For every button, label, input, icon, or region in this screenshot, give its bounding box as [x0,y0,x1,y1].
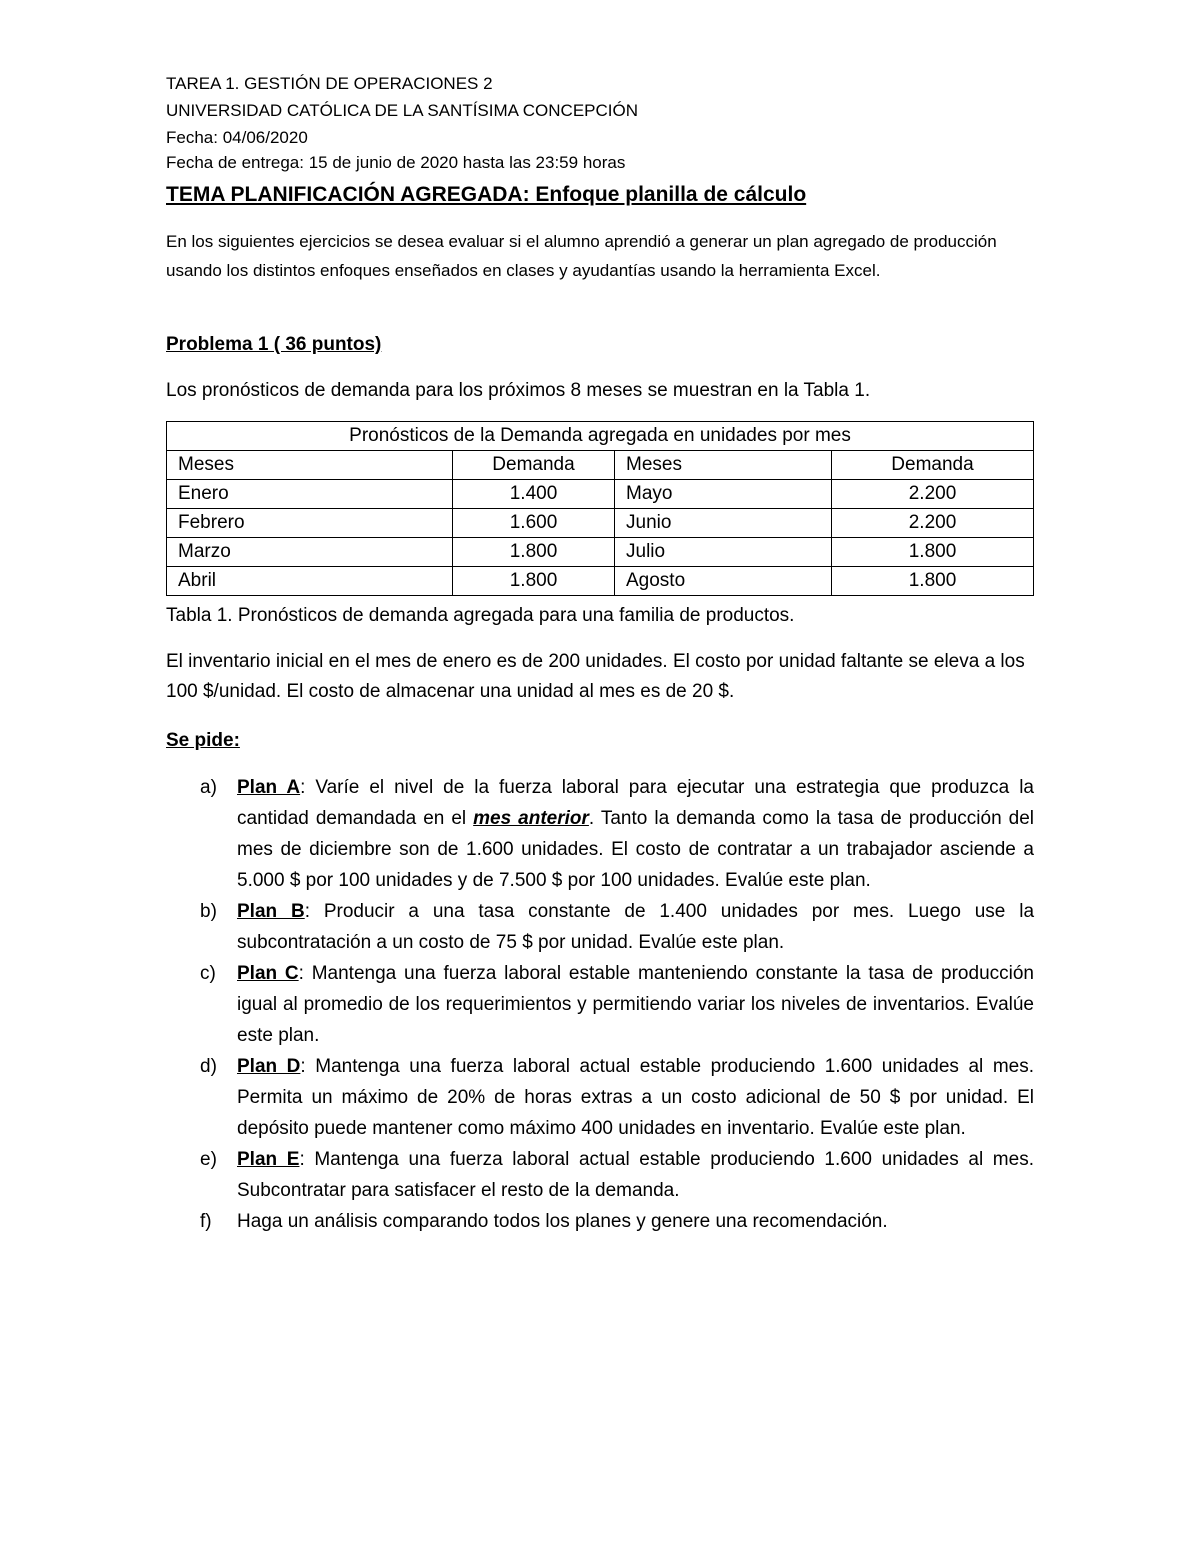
list-item-f [166,1206,1034,1237]
plan-b-label: Plan B [237,901,305,922]
plan-c-text: : Mantenga una fuerza laboral estable manteniendo constante la tasa de producción igual al promedio de los requerimientos y permitiendo variar los niveles de inventarios. Evalúe este plan. [237,963,1034,1046]
header-course: TAREA 1. GESTIÓN DE OPERACIONES 2 [166,74,493,93]
month-cell: Enero [167,480,453,509]
list-item-c [166,958,1034,1051]
month-cell: Agosto [615,567,832,596]
plan-a-emphasis: mes anterior [473,808,589,829]
plan-a-text-cont: . Tanto la demanda como la tasa de producción del mes de diciembre son de 1.600 unidades. El costo de contratar a un trabajador asciende a 5.000 $ por 100 unidades y de 7.500 $ por 100 unidades. Evalúe este plan. [237,808,1035,891]
list-item-e [166,1144,1034,1206]
table-row [167,538,1034,567]
problem-intro: Los pronósticos de demanda para los próximos 8 meses se muestran en la Tabla 1. [166,380,871,401]
plan-a-text: : Varíe el nivel de la fuerza laboral para ejecutar una estrategia que produzca la cantidad demandada en el [237,777,1034,829]
col-header-demand: Demanda [832,451,1034,480]
item-label: c) [200,963,216,984]
month-cell: Julio [615,538,832,567]
month-cell: Abril [167,567,453,596]
item-label: f) [200,1211,212,1232]
plan-d-label: Plan D [237,1056,301,1077]
table-row [167,567,1034,596]
demand-cell: 1.600 [453,509,615,538]
month-cell: Mayo [615,480,832,509]
col-header-months: Meses [167,451,453,480]
plan-a-label: Plan A [237,777,301,798]
se-pide-heading: Se pide: [166,730,240,751]
table-row [167,480,1034,509]
list-item-b [166,896,1034,958]
item-label: b) [200,901,217,922]
inventory-paragraph: El inventario inicial en el mes de enero es de 200 unidades. El costo por unidad faltante se eleva a los 100 $/unidad. El costo de almacenar una unidad al mes es de 20 $. [166,651,1025,702]
header-due-date: Fecha de entrega: 15 de junio de 2020 hasta las 23:59 horas [166,153,626,172]
demand-table [166,421,1034,596]
col-header-demand: Demanda [453,451,615,480]
table-caption: Tabla 1. Pronósticos de demanda agregada para una familia de productos. [166,605,795,626]
demand-cell: 2.200 [832,480,1034,509]
month-cell: Marzo [167,538,453,567]
col-header-months: Meses [615,451,832,480]
problem-title: Problema 1 ( 36 puntos) [166,334,382,355]
item-label: d) [200,1056,217,1077]
table-title-cell: Pronósticos de la Demanda agregada en unidades por mes [167,422,1034,451]
header-date: Fecha: 04/06/2020 [166,128,308,147]
plan-e-label: Plan E [237,1149,300,1170]
plan-c-label: Plan C [237,963,299,984]
item-label: e) [200,1149,217,1170]
plan-f-text: Haga un análisis comparando todos los planes y genere una recomendación. [237,1211,888,1232]
demand-cell: 1.800 [453,538,615,567]
table-title-row [167,422,1034,451]
demand-cell: 1.800 [832,567,1034,596]
plan-b-text: : Producir a una tasa constante de 1.400 unidades por mes. Luego use la subcontratación a un costo de 75 $ por unidad. Evalúe este plan. [237,901,1035,953]
demand-cell: 2.200 [832,509,1034,538]
plan-list [166,772,1034,1237]
plan-e-text: : Mantenga una fuerza laboral actual estable produciendo 1.600 unidades al mes. Subcontratar para satisfacer el resto de la demanda. [237,1149,1034,1201]
table-header-row [167,451,1034,480]
header-university: UNIVERSIDAD CATÓLICA DE LA SANTÍSIMA CONCEPCIÓN [166,101,639,120]
plan-d-text: : Mantenga una fuerza laboral actual estable produciendo 1.600 unidades al mes. Permita un máximo de 20% de horas extras a un costo adicional de 50 $ por unidad. El depósito puede mantener como máximo 400 unidades en inventario. Evalúe este plan. [237,1056,1034,1139]
list-item-d [166,1051,1034,1144]
item-label: a) [200,777,217,798]
month-cell: Febrero [167,509,453,538]
demand-cell: 1.800 [832,538,1034,567]
table-row [167,509,1034,538]
list-item-a [166,772,1034,896]
demand-cell: 1.400 [453,480,615,509]
demand-cell: 1.800 [453,567,615,596]
intro-paragraph: En los siguientes ejercicios se desea evaluar si el alumno aprendió a generar un plan agregado de producción usando los distintos enfoques enseñados en clases y ayudantías usando la herramienta Excel. [166,232,997,280]
month-cell: Junio [615,509,832,538]
document-title: TEMA PLANIFICACIÓN AGREGADA: Enfoque planilla de cálculo [166,183,807,206]
